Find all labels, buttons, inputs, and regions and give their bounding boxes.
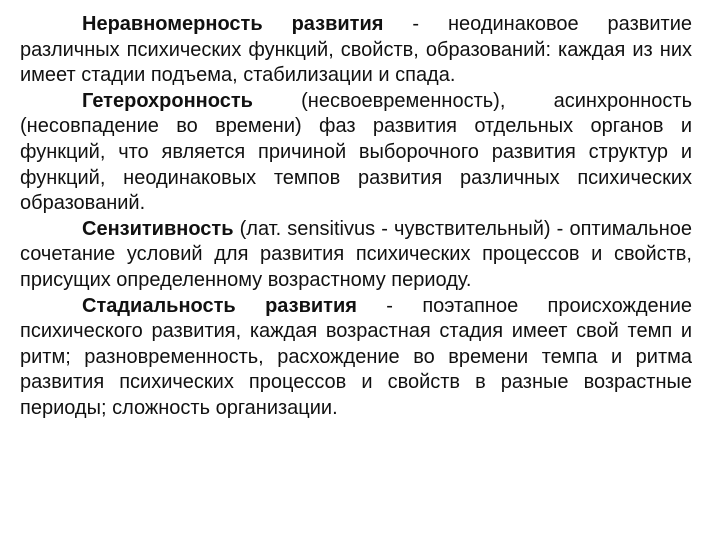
term-heterochrony: Гетерохронность <box>82 89 253 112</box>
term-staging: Стадиальность развития <box>82 294 357 317</box>
definition-heterochrony: (несвоевременность), асинхронность (несовпадение во времени) фаз развития отдельных органов и функций, что является причиной выборочного развития структур и функций, неодинаковых темпов развития различных психических образований. <box>20 89 692 215</box>
paragraph-staging <box>20 294 692 422</box>
term-sensitivity: Сензитивность <box>82 217 234 240</box>
term-uneven-development: Неравномерность развития <box>82 13 384 35</box>
definition-uneven-development: - неодинаковое развитие различных психических функций, свойств, образований: каждая из них имеет стадии подъема, стабилизации и спада. <box>20 13 692 87</box>
paragraph-heterochrony <box>20 89 692 217</box>
paragraph-sensitivity <box>20 217 692 294</box>
definition-staging: - поэтапное происхождение психического развития, каждая возрастная стадия имеет свой темп и ритм; разновременность, расхождение во времени темпа и ритма развития психических процессов и свойств в разные возрастные периоды; сложность организации. <box>20 294 692 419</box>
paragraph-uneven-development <box>20 12 692 89</box>
definition-sensitivity: (лат. sensitivus - чувствительный) - оптимальное сочетание условий для развития психических процессов и свойств, присущих определенному возрастному периоду. <box>20 217 692 291</box>
slide-content <box>20 12 692 422</box>
